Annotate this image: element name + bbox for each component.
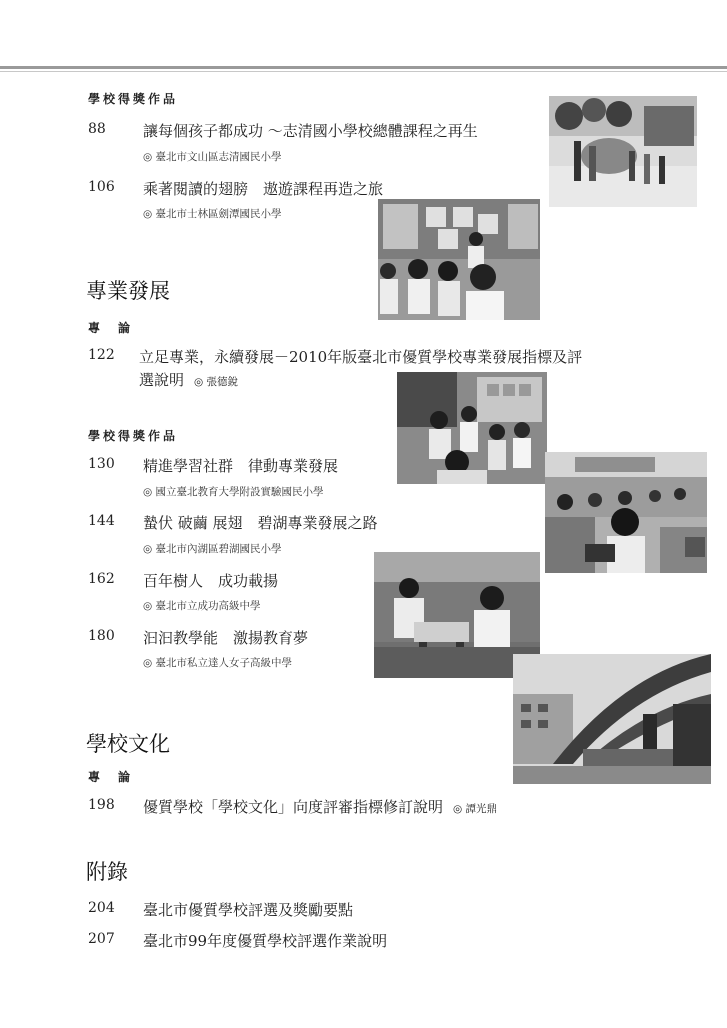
header-rule xyxy=(0,66,727,69)
entry-title: 優質學校「學校文化」向度評審指標修訂說明 xyxy=(143,798,444,816)
page-number: 122 xyxy=(88,347,115,363)
section-school-awards-2: 學校得獎作品 xyxy=(88,429,179,443)
entry-title: 立足專業，永續發展－2010年版臺北市優質學校專業發展指標及評 xyxy=(139,348,583,366)
school-gate-photo xyxy=(513,654,711,784)
entry-title: 汩汩教學能 激揚教育夢 xyxy=(143,629,309,647)
section-appendix: 附錄 xyxy=(86,860,128,884)
entry-title-continued: 選說明 xyxy=(139,371,185,389)
entry-school: ◎ 臺北市士林區劍潭國民小學 xyxy=(143,208,282,220)
page-number: 180 xyxy=(88,628,115,644)
entry-author: ◎ 譚光鼎 xyxy=(453,803,498,815)
entry-school: ◎ 臺北市私立達人女子高級中學 xyxy=(143,657,292,669)
page-number: 106 xyxy=(88,179,115,195)
header-rule-thin xyxy=(0,71,727,72)
lion-dance-photo xyxy=(549,96,697,207)
entry-title: 乘著閱讀的翅膀 遨遊課程再造之旅 xyxy=(143,180,384,198)
entry-school: ◎ 臺北市文山區志清國民小學 xyxy=(143,151,282,163)
entry-title-line2 xyxy=(139,369,238,390)
teacher-meeting-photo xyxy=(397,372,547,484)
entry-title: 讓每個孩子都成功 ～志清國小學校總體課程之再生 xyxy=(143,122,478,140)
entry-title: 臺北市99年度優質學校評選作業說明 xyxy=(143,932,388,950)
entry-title: 百年樹人 成功載揚 xyxy=(143,572,279,590)
page-number: 88 xyxy=(88,121,106,137)
page-number: 130 xyxy=(88,456,115,472)
page-number: 144 xyxy=(88,513,115,529)
computer-lab-photo xyxy=(545,452,707,573)
page-number: 198 xyxy=(88,797,115,813)
entry-school: ◎ 國立臺北教育大學附設實驗國民小學 xyxy=(143,486,324,498)
section-feature-1: 專 論 xyxy=(88,321,134,335)
entry-school: ◎ 臺北市立成功高級中學 xyxy=(143,600,261,612)
section-feature-2: 專 論 xyxy=(88,770,134,784)
section-school-culture: 學校文化 xyxy=(86,732,170,756)
reading-classroom-photo xyxy=(378,199,540,320)
entry-school: ◎ 臺北市內湖區碧湖國民小學 xyxy=(143,543,282,555)
entry-title: 臺北市優質學校評選及獎勵要點 xyxy=(143,901,354,919)
entry-author: ◎ 張德銳 xyxy=(194,376,239,388)
section-professional-development: 專業發展 xyxy=(86,279,170,303)
page-number: 207 xyxy=(88,931,115,947)
page-number: 162 xyxy=(88,571,115,587)
entry-title: 蟄伏 破繭 展翅 碧湖專業發展之路 xyxy=(143,514,378,532)
entry-title: 精進學習社群 律動專業發展 xyxy=(143,457,339,475)
section-school-awards-1: 學校得獎作品 xyxy=(88,92,179,106)
page-number: 204 xyxy=(88,900,115,916)
